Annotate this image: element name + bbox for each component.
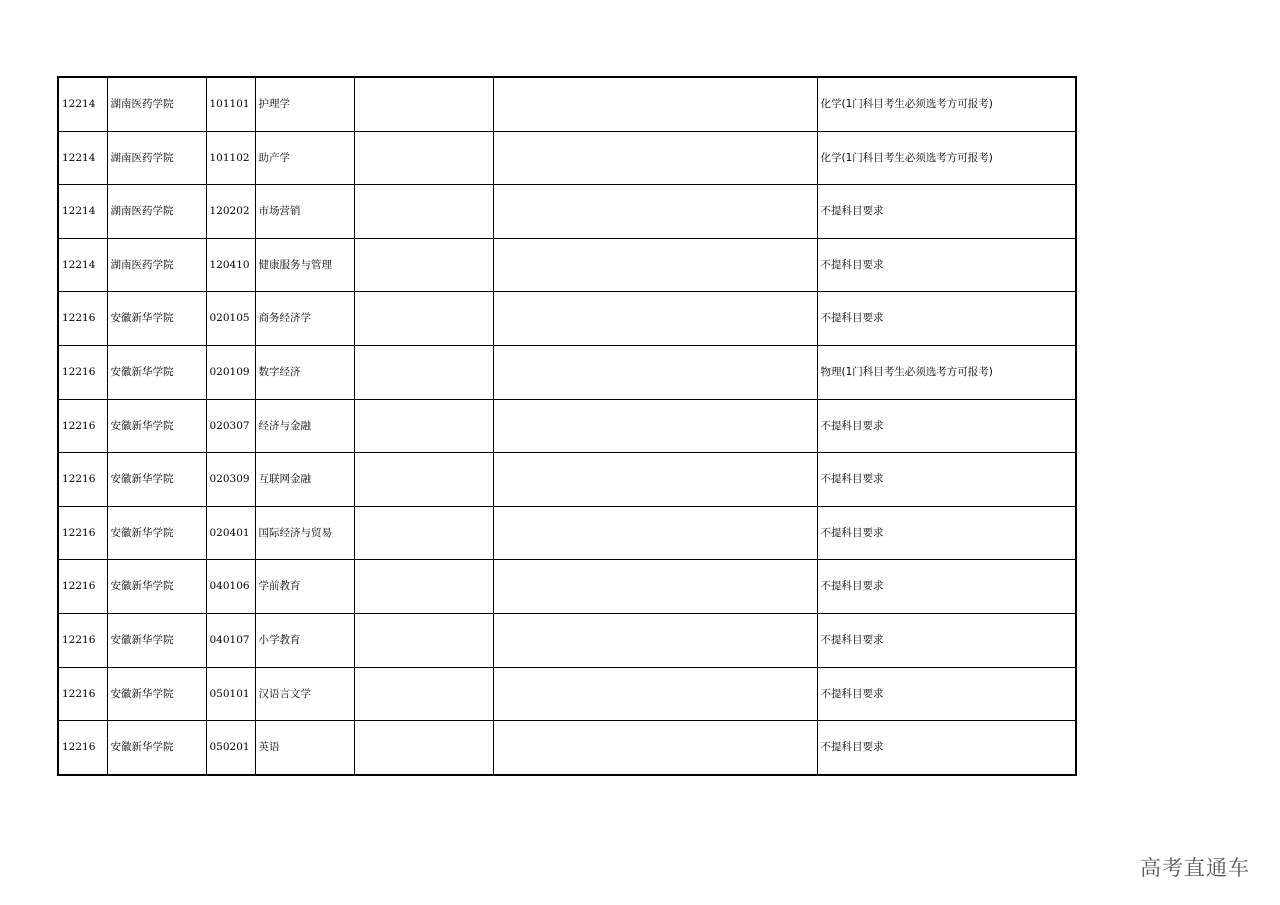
table-row bbox=[58, 292, 1076, 346]
major-name-cell: 数字经济 bbox=[255, 345, 354, 399]
school-code-cell: 12216 bbox=[58, 292, 107, 346]
table-row bbox=[58, 667, 1076, 721]
major-code-cell: 040106 bbox=[206, 560, 255, 614]
blank-cell-6 bbox=[493, 613, 817, 667]
school-code-cell: 12216 bbox=[58, 721, 107, 775]
blank-cell-5 bbox=[354, 238, 493, 292]
school-code-cell: 12214 bbox=[58, 77, 107, 131]
major-code-cell: 040107 bbox=[206, 613, 255, 667]
school-code-cell: 12216 bbox=[58, 560, 107, 614]
table-body bbox=[58, 77, 1076, 775]
table-row bbox=[58, 399, 1076, 453]
table-row bbox=[58, 345, 1076, 399]
table-row bbox=[58, 560, 1076, 614]
blank-cell-5 bbox=[354, 721, 493, 775]
major-code-cell: 101102 bbox=[206, 131, 255, 185]
blank-cell-5 bbox=[354, 185, 493, 239]
blank-cell-5 bbox=[354, 345, 493, 399]
subject-requirements-table bbox=[57, 76, 1077, 776]
major-name-cell: 小学教育 bbox=[255, 613, 354, 667]
blank-cell-6 bbox=[493, 506, 817, 560]
blank-cell-5 bbox=[354, 506, 493, 560]
subject-requirement-cell: 不提科目要求 bbox=[817, 185, 1076, 239]
blank-cell-6 bbox=[493, 721, 817, 775]
table-row bbox=[58, 238, 1076, 292]
school-name-cell: 湖南医药学院 bbox=[107, 131, 206, 185]
major-name-cell: 健康服务与管理 bbox=[255, 238, 354, 292]
school-code-cell: 12216 bbox=[58, 506, 107, 560]
school-code-cell: 12216 bbox=[58, 453, 107, 507]
subject-requirement-cell: 不提科目要求 bbox=[817, 292, 1076, 346]
blank-cell-5 bbox=[354, 399, 493, 453]
table-row bbox=[58, 131, 1076, 185]
blank-cell-6 bbox=[493, 238, 817, 292]
watermark-logo-text: 高考直通车 bbox=[1140, 856, 1250, 880]
blank-cell-5 bbox=[354, 613, 493, 667]
school-name-cell: 安徽新华学院 bbox=[107, 560, 206, 614]
major-code-cell: 020105 bbox=[206, 292, 255, 346]
subject-requirement-cell: 化学(1门科目考生必须选考方可报考) bbox=[817, 131, 1076, 185]
subject-requirement-cell: 不提科目要求 bbox=[817, 613, 1076, 667]
major-code-cell: 120410 bbox=[206, 238, 255, 292]
subject-requirement-cell: 不提科目要求 bbox=[817, 506, 1076, 560]
blank-cell-6 bbox=[493, 560, 817, 614]
major-code-cell: 050201 bbox=[206, 721, 255, 775]
subject-requirement-cell: 不提科目要求 bbox=[817, 560, 1076, 614]
school-name-cell: 湖南医药学院 bbox=[107, 238, 206, 292]
blank-cell-5 bbox=[354, 292, 493, 346]
blank-cell-6 bbox=[493, 131, 817, 185]
school-name-cell: 安徽新华学院 bbox=[107, 721, 206, 775]
table-row bbox=[58, 506, 1076, 560]
school-code-cell: 12214 bbox=[58, 131, 107, 185]
subject-requirement-cell: 不提科目要求 bbox=[817, 238, 1076, 292]
subject-requirement-cell: 化学(1门科目考生必须选考方可报考) bbox=[817, 77, 1076, 131]
subject-requirement-cell: 不提科目要求 bbox=[817, 453, 1076, 507]
major-name-cell: 助产学 bbox=[255, 131, 354, 185]
blank-cell-6 bbox=[493, 345, 817, 399]
blank-cell-6 bbox=[493, 453, 817, 507]
major-code-cell: 020309 bbox=[206, 453, 255, 507]
subject-requirement-cell: 物理(1门科目考生必须选考方可报考) bbox=[817, 345, 1076, 399]
subject-requirement-cell: 不提科目要求 bbox=[817, 721, 1076, 775]
table-row bbox=[58, 613, 1076, 667]
blank-cell-5 bbox=[354, 667, 493, 721]
table-row bbox=[58, 77, 1076, 131]
table-row bbox=[58, 185, 1076, 239]
blank-cell-6 bbox=[493, 399, 817, 453]
school-name-cell: 湖南医药学院 bbox=[107, 185, 206, 239]
school-name-cell: 安徽新华学院 bbox=[107, 399, 206, 453]
blank-cell-6 bbox=[493, 185, 817, 239]
subject-requirement-cell: 不提科目要求 bbox=[817, 399, 1076, 453]
school-name-cell: 安徽新华学院 bbox=[107, 667, 206, 721]
major-code-cell: 020307 bbox=[206, 399, 255, 453]
school-code-cell: 12216 bbox=[58, 399, 107, 453]
blank-cell-5 bbox=[354, 560, 493, 614]
major-name-cell: 汉语言文学 bbox=[255, 667, 354, 721]
school-name-cell: 安徽新华学院 bbox=[107, 613, 206, 667]
school-name-cell: 安徽新华学院 bbox=[107, 506, 206, 560]
table-row bbox=[58, 721, 1076, 775]
major-name-cell: 护理学 bbox=[255, 77, 354, 131]
school-code-cell: 12214 bbox=[58, 238, 107, 292]
major-code-cell: 101101 bbox=[206, 77, 255, 131]
major-name-cell: 互联网金融 bbox=[255, 453, 354, 507]
school-name-cell: 安徽新华学院 bbox=[107, 453, 206, 507]
major-code-cell: 050101 bbox=[206, 667, 255, 721]
blank-cell-5 bbox=[354, 453, 493, 507]
major-code-cell: 020401 bbox=[206, 506, 255, 560]
school-name-cell: 安徽新华学院 bbox=[107, 292, 206, 346]
blank-cell-6 bbox=[493, 667, 817, 721]
major-code-cell: 120202 bbox=[206, 185, 255, 239]
school-code-cell: 12214 bbox=[58, 185, 107, 239]
blank-cell-5 bbox=[354, 131, 493, 185]
school-code-cell: 12216 bbox=[58, 613, 107, 667]
major-name-cell: 英语 bbox=[255, 721, 354, 775]
school-code-cell: 12216 bbox=[58, 345, 107, 399]
major-name-cell: 商务经济学 bbox=[255, 292, 354, 346]
blank-cell-5 bbox=[354, 77, 493, 131]
table-row bbox=[58, 453, 1076, 507]
subject-requirement-cell: 不提科目要求 bbox=[817, 667, 1076, 721]
school-code-cell: 12216 bbox=[58, 667, 107, 721]
major-name-cell: 学前教育 bbox=[255, 560, 354, 614]
major-name-cell: 经济与金融 bbox=[255, 399, 354, 453]
major-name-cell: 国际经济与贸易 bbox=[255, 506, 354, 560]
school-name-cell: 安徽新华学院 bbox=[107, 345, 206, 399]
major-code-cell: 020109 bbox=[206, 345, 255, 399]
blank-cell-6 bbox=[493, 77, 817, 131]
school-name-cell: 湖南医药学院 bbox=[107, 77, 206, 131]
blank-cell-6 bbox=[493, 292, 817, 346]
major-name-cell: 市场营销 bbox=[255, 185, 354, 239]
